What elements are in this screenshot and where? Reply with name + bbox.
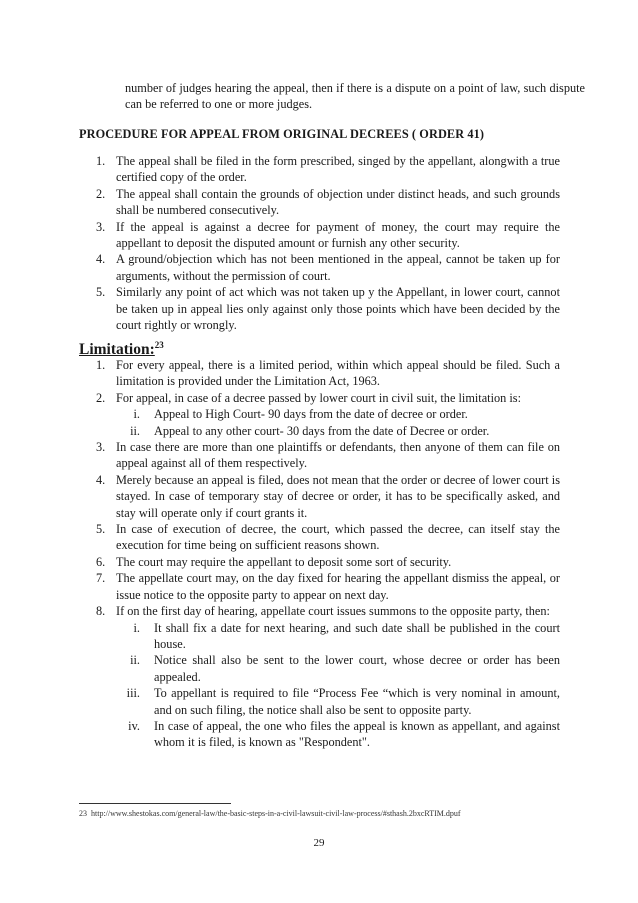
item-number: 1. (96, 358, 106, 372)
footnote-reference[interactable]: 23 (154, 340, 164, 350)
list-item (96, 603, 560, 751)
list-item (96, 439, 560, 472)
procedure-heading: PROCEDURE FOR APPEAL FROM ORIGINAL DECREES ( ORDER 41) (79, 127, 485, 141)
item-text: For every appeal, there is a limited period, within which appeal should be filed. Such a limitation is provided under the Limitation Act, 1963. (116, 358, 560, 389)
intro-paragraph: number of judges hearing the appeal, then if there is a dispute on a point of law, such dispute can be referred to one or more judges. (125, 81, 585, 112)
sub-list-item (116, 685, 560, 718)
sub-item-number: ii. (130, 653, 140, 668)
item-number: 3. (96, 440, 106, 455)
item-text: If on the first day of hearing, appellate court issues summons to the opposite party, then: (116, 604, 550, 619)
item-text: The appeal shall be filed in the form prescribed, singed by the appellant, alongwith a true certified copy of the order. (116, 154, 560, 185)
footnote (79, 809, 461, 819)
list-item (96, 472, 560, 521)
list-item (96, 554, 560, 570)
list-item (96, 570, 560, 603)
item-text: Similarly any point of act which was not taken up y the Appellant, in lower court, cannot be taken up in appeal lies only against only those points which have been decided by the court rightly or wrongly. (116, 285, 560, 333)
item-number: 5. (96, 285, 106, 300)
sub-item-number: i. (133, 620, 140, 635)
footnote-mark: 23 (79, 809, 87, 818)
item-text: If the appeal is against a decree for payment of money, the court may require the appellant to deposit the disputed amount or furnish any other security. (116, 219, 560, 251)
footnote-link[interactable]: http://www.shestokas.com/general-law/the-basic-steps-in-a-civil-lawsuit-civil-law-process/#sthash.2bxcRTIM.dpuf (91, 809, 461, 818)
list-item (96, 284, 560, 333)
sub-item-number: i. (133, 407, 140, 422)
sub-item-number: iii. (126, 686, 140, 701)
item-number: 4. (96, 252, 106, 267)
item-text: For appeal, in case of a decree passed by lower court in civil suit, the limitation is: (116, 390, 521, 405)
item-number: 2. (96, 390, 106, 405)
list-item (96, 357, 560, 390)
sub-list-item (116, 620, 560, 653)
item-number: 2. (96, 186, 106, 201)
list-item (96, 186, 560, 219)
sub-item-text: In case of appeal, the one who files the appeal is known as appellant, and against whom it is filed, is known as "Respondent". (154, 718, 560, 750)
sub-list-item (116, 423, 560, 439)
sub-list-item (116, 652, 560, 685)
sub-item-text: To appellant is required to file “Process Fee “which is very nominal in amount, and on such filing, the notice shall also be sent to opposite party. (154, 686, 560, 717)
procedure-list (96, 153, 560, 333)
item-number: 4. (96, 472, 106, 487)
list-item (96, 219, 560, 252)
item-text: The appellate court may, on the day fixed for hearing the appellant dismiss the appeal, or issue notice to the opposite party to appear on next day. (116, 571, 560, 602)
list-item (96, 153, 560, 186)
sub-item-text: It shall fix a date for next hearing, and such date shall be published in the court house. (154, 620, 560, 651)
item-number: 7. (96, 571, 106, 586)
limitation-list (96, 357, 560, 751)
item-text: A ground/objection which has not been mentioned in the appeal, cannot be taken up for arguments, without the permission of court. (116, 252, 560, 283)
sub-item-number: ii. (130, 423, 140, 438)
sub-item-text: Appeal to High Court- 90 days from the date of decree or order. (154, 407, 468, 422)
sub-list (116, 620, 560, 751)
item-number: 1. (96, 154, 106, 168)
item-text: The appeal shall contain the grounds of objection under distinct heads, and such grounds shall be numbered consecutively. (116, 186, 560, 218)
item-text: The court may require the appellant to deposit some sort of security. (116, 554, 452, 569)
sub-item-number: iv. (128, 718, 140, 733)
limitation-heading-text: Limitation: (79, 341, 155, 358)
footnote-divider (79, 803, 231, 804)
list-item (96, 521, 560, 554)
item-text: Merely because an appeal is filed, does not mean that the order or decree of lower court is stayed. In case of temporary stay of decree or order, it has to be specifically asked, and stay will operate only if court grants it. (116, 472, 560, 520)
list-item (96, 390, 560, 439)
sub-list-item (116, 406, 560, 422)
item-text: In case of execution of decree, the court, which passed the decree, can itself stay the execution for time being on sufficient reasons shown. (116, 522, 560, 553)
page-number: 29 (313, 837, 325, 849)
sub-list-item (116, 718, 560, 751)
item-number: 5. (96, 522, 106, 537)
item-number: 3. (96, 219, 106, 234)
item-number: 6. (96, 554, 106, 569)
sub-list (116, 406, 560, 439)
list-item (96, 251, 560, 284)
item-text: In case there are more than one plaintiffs or defendants, then anyone of them can file on appeal against all of them respectively. (116, 440, 560, 471)
sub-item-text: Appeal to any other court- 30 days from the date of Decree or order. (154, 423, 490, 438)
item-number: 8. (96, 604, 106, 619)
sub-item-text: Notice shall also be sent to the lower court, whose decree or order has been appealed. (154, 653, 560, 684)
limitation-heading (79, 337, 164, 358)
